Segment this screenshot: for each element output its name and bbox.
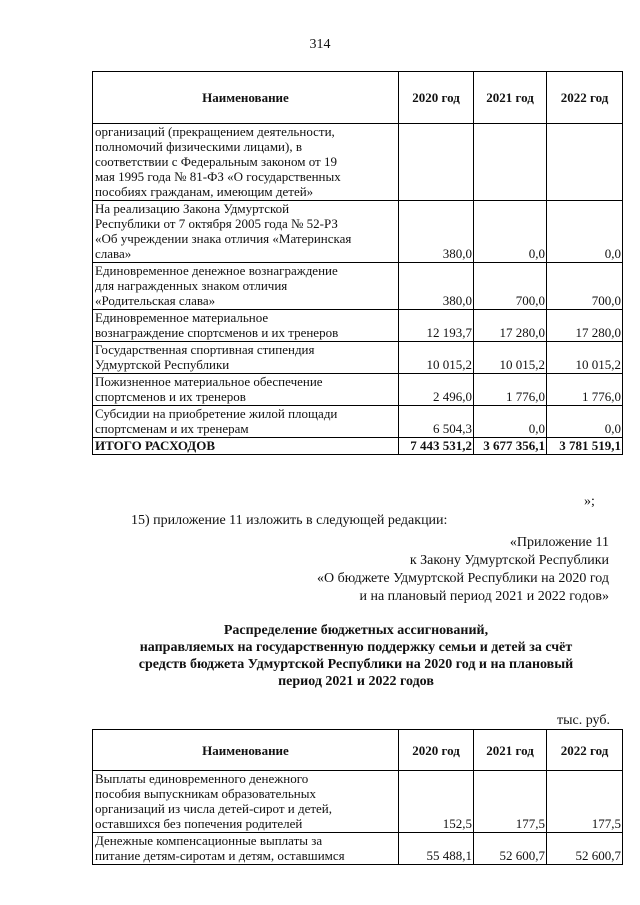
cell-2021: 0,0 (474, 201, 547, 263)
cell-2021: 17 280,0 (474, 310, 547, 342)
budget-table-1 (92, 71, 623, 455)
header-2021: 2021 год (474, 72, 547, 124)
cell-2021: 700,0 (474, 263, 547, 310)
appendix-title: «Приложение 11 (509, 535, 609, 550)
header-2020: 2020 год (399, 72, 474, 124)
row-name: Единовременное денежное вознаграждение для награжденных знаком отличия «Родительская слава» (93, 263, 399, 310)
table-row (93, 833, 623, 865)
appendix-period-ref: и на плановый период 2021 и 2022 годов» (359, 589, 609, 604)
appendix-law-ref: к Закону Удмуртской Республики (409, 553, 609, 568)
header-name: Наименование (93, 730, 399, 771)
cell-2020: 380,0 (399, 201, 474, 263)
row-name: Денежные компенсационные выплаты за питание детям-сиротам и детям, оставшимся (93, 833, 399, 865)
cell-2020: 10 015,2 (399, 342, 474, 374)
cell-2021 (474, 124, 547, 201)
cell-2020: 2 496,0 (399, 374, 474, 406)
cell-2022: 0,0 (547, 406, 623, 438)
table-row (93, 124, 623, 201)
cell-2020: 6 504,3 (399, 406, 474, 438)
table-row (93, 201, 623, 263)
total-row (93, 438, 623, 455)
cell-2022: 0,0 (547, 201, 623, 263)
cell-2021: 10 015,2 (474, 342, 547, 374)
table-row (93, 406, 623, 438)
cell-2022: 17 280,0 (547, 310, 623, 342)
table-header-row (93, 72, 623, 124)
cell-2020: 152,5 (399, 771, 474, 833)
row-name: Единовременное материальное вознаграждение спортсменов и их тренеров (93, 310, 399, 342)
cell-2020: 12 193,7 (399, 310, 474, 342)
cell-2020: 55 488,1 (399, 833, 474, 865)
row-name: На реализацию Закона Удмуртской Республики от 7 октября 2005 года № 52-РЗ «Об учреждении знака отличия «Материнская слава» (93, 201, 399, 263)
total-2020: 7 443 531,2 (399, 438, 474, 455)
units-label: тыс. руб. (557, 713, 610, 728)
cell-2022: 177,5 (547, 771, 623, 833)
row-name: Выплаты единовременного денежного пособия выпускникам образовательных организаций из числа детей-сирот и детей, оставшихся без попечения родителей (93, 771, 399, 833)
cell-2021: 0,0 (474, 406, 547, 438)
cell-2021: 1 776,0 (474, 374, 547, 406)
cell-2021: 177,5 (474, 771, 547, 833)
cell-2021: 52 600,7 (474, 833, 547, 865)
cell-2022: 1 776,0 (547, 374, 623, 406)
cell-2020: 380,0 (399, 263, 474, 310)
amendment-item-15: 15) приложение 11 изложить в следующей редакции: (131, 513, 448, 528)
closing-quote-mark: »; (584, 494, 595, 509)
page-number: 314 (309, 37, 331, 52)
cell-2022: 52 600,7 (547, 833, 623, 865)
header-2021: 2021 год (474, 730, 547, 771)
total-2021: 3 677 356,1 (474, 438, 547, 455)
row-name: Субсидии на приобретение жилой площади спортсменам и их тренерам (93, 406, 399, 438)
cell-2022 (547, 124, 623, 201)
table-row (93, 263, 623, 310)
header-2020: 2020 год (399, 730, 474, 771)
header-2022: 2022 год (547, 730, 623, 771)
header-name: Наименование (93, 72, 399, 124)
table-row (93, 771, 623, 833)
cell-2022: 700,0 (547, 263, 623, 310)
appendix-budget-ref: «О бюджете Удмуртской Республики на 2020 год (316, 571, 609, 586)
cell-2020 (399, 124, 474, 201)
total-2022: 3 781 519,1 (547, 438, 623, 455)
table-row (93, 374, 623, 406)
row-name: Государственная спортивная стипендия Удмуртской Республики (93, 342, 399, 374)
budget-table-2 (92, 729, 623, 865)
header-2022: 2022 год (547, 72, 623, 124)
row-name: организаций (прекращением деятельности, полномочий физическими лицами), в соответствии с Федеральным законом от 19 мая 1995 года № 81-ФЗ «О государственных пособиях гражданам, имеющим детей» (93, 124, 399, 201)
table-row (93, 310, 623, 342)
table-header-row (93, 730, 623, 771)
cell-2022: 10 015,2 (547, 342, 623, 374)
table-row (93, 342, 623, 374)
total-label: ИТОГО РАСХОДОВ (93, 438, 399, 455)
section-heading: Распределение бюджетных ассигнований, направляемых на государственную поддержку семьи и детей за счёт средств бюджета Удмуртской Республики на 2020 год и на плановый период 2021 и 2022 годов (138, 623, 574, 689)
row-name: Пожизненное материальное обеспечение спортсменов и их тренеров (93, 374, 399, 406)
